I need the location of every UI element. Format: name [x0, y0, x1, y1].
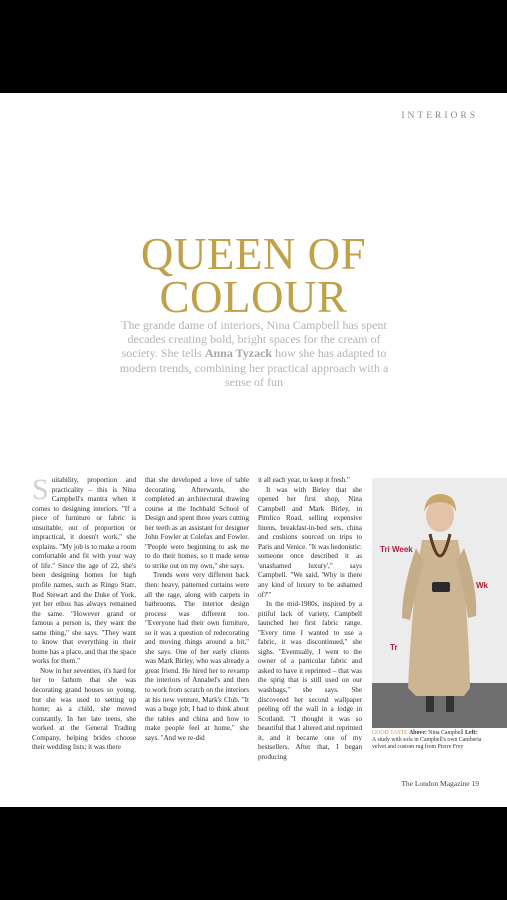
backdrop-logo: Tr — [390, 643, 398, 652]
body-column-1 — [32, 476, 136, 761]
portrait-photo — [372, 478, 507, 728]
paragraph: it all each year, to keep it fresh." — [258, 476, 350, 484]
body-column-2 — [145, 476, 249, 761]
paragraph: Now in her seventies, it's hard for her to fathom that she was decorating grand houses so young, but she was used to setting up home; as a child, she moved constantly. In her late teens, she worked at the General Trading Company, helping brides choose their wedding lists; it was there — [32, 666, 136, 752]
paragraph: It was with Birley that she opened her first shop, Nina Campbell and Mark Birley, in Pimlico Road, selling expensive linens, breakfast-in-bed sets, china and cushions sourced on trips to Paris and Venice. "It was hedonistic: someone once described it as 'unashamed luxury'," says Campbell. "We said, 'Why is there any kind of luxury to be ashamed of?'" — [258, 485, 362, 599]
standfirst-text-end: how she has adapted to modern trends, combining her practical approach with a sense of fun — [119, 346, 389, 389]
portrait-illustration — [372, 478, 507, 728]
photo-caption: GOOD TASTE Above: Nina Campbell Left: A study with sofa in Campbell's own Camberia velvet and custom rug from Pierre Frey — [372, 730, 482, 751]
paragraph: In the mid-1980s, inspired by a pitiful lack of variety, Campbell launched her first fabric range. "Every time I wanted to use a fabric, it was discontinued," she sighs. "Eventually, I went to the owner of a particular fabric and asked to have it reprinted – that was the sprig that is still used on our washbags," she says. She discovered her second wallpaper peeling off the wall in a lodge in Scotland. "I thought it was so beautiful that I altered and reprinted it, and it became one of my bestsellers. After that, I began producing — [258, 600, 362, 761]
section-label: INTERIORS — [401, 111, 478, 121]
paragraph: that she developed a love of table decorating. Afterwards, she completed an architectural drawing course at the Inchbald School of Design and spent three years cutting her teeth as an assistant for designer John Fowler at Colefax and Fowler. "People were beginning to ask me to do their homes, so it made sense to strike out on my own," she says. — [145, 476, 249, 570]
backdrop-logo: Wk — [476, 581, 488, 590]
paragraph: Suitability, proportion and practicality – this is Nina Campbell's mantra when it comes to designing interiors. "If a piece of furniture or fabric is unsuitable, out of proportion or impractical, it doesn't work," she explains. "My job is to make a room comfortable and fit with your way of life." Since the age of 22, she's been designing homes for high profile names, such as Ringo Starr, Rod Stewart and the Duke of York, yet her ethos has always remained the same. "However grand or famous a person is, they want the same thing," she says. "They want to know that everything in their home has a place, and that the space works for them." — [32, 476, 136, 666]
headline-line-1: QUEEN OF — [140, 229, 367, 279]
author-name: Anna Tyzack — [204, 346, 273, 361]
drop-cap: S — [32, 476, 49, 506]
standfirst — [108, 318, 400, 389]
paragraph: Trends were very different back then: heavy, patterned curtains were all the rage, along with carpets in bathrooms. The interior design process was different too. "Everyone had their own furniture, so it was a question of redecorating and moving things around a bit," she says. One of her early clients was Mark Birley, who was already a great friend. He hired her to revamp the interiors of Annabel's and then to work from scratch on the interiors at his new venture, Mark's Club. "It was a huge job; I had to think about the tables and china and how to make people feel at home," she says. "And we re-did — [145, 571, 249, 742]
body-column-3 — [258, 476, 362, 761]
page-folio: The London Magazine 19 — [401, 779, 479, 788]
headline — [0, 229, 507, 322]
headline-line-2: COLOUR — [159, 272, 348, 322]
magazine-page — [0, 93, 507, 807]
standfirst-text: The grande dame of interiors, Nina Campbell has spent decades creating bold, bright spaces for the cream of society. She tells — [121, 318, 387, 361]
caption-label: GOOD TASTE — [372, 730, 408, 736]
backdrop-logo: Tri Week — [380, 545, 413, 554]
